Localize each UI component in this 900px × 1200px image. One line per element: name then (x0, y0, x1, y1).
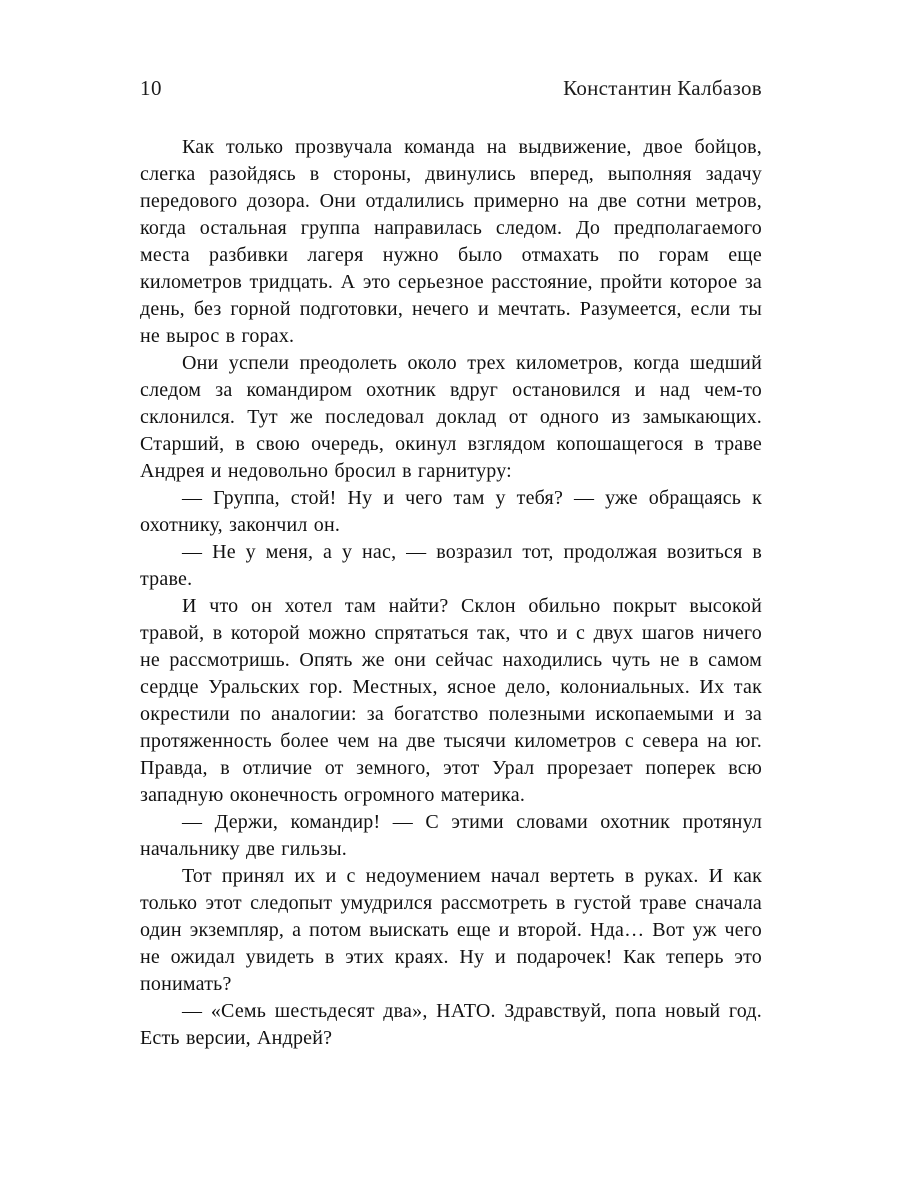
page-number: 10 (140, 76, 162, 100)
body-text (140, 134, 762, 1052)
paragraph: И что он хотел там найти? Склон обильно покрыт высокой травой, в которой можно спрятаться так, что и с двух шагов ничего не рассмотришь. Опять же они сейчас находились чуть не в самом сердце Уральских гор. Местных, ясное дело, колониальных. Их так окрестили по аналогии: за богатство полезными ископаемыми и за протяженность более чем на две тысячи километров с севера на юг. Правда, в отличие от земного, этот Урал прорезает поперек всю западную оконечность огромного материка. (140, 595, 762, 806)
paragraph: Тот принял их и с недоумением начал вертеть в руках. И как только этот следопыт умудрился рассмотреть в густой траве сначала один экземпляр, а потом выискать еще и второй. Нда… Вот уж чего не ожидал увидеть в этих краях. Ну и подарочек! Как теперь это понимать? (140, 865, 762, 995)
paragraph-dialogue: — Не у меня, а у нас, — возразил тот, продолжая возиться в траве. (140, 541, 762, 590)
running-head-author: Константин Калбазов (563, 76, 762, 100)
paragraph: Они успели преодолеть около трех километров, когда шедший следом за командиром охотник вдруг остановился и над чем-то склонился. Тут же последовал доклад от одного из замыкающих. Старший, в свою очередь, окинул взглядом копошащегося в траве Андрея и недовольно бросил в гарнитуру: (140, 352, 762, 482)
paragraph: Как только прозвучала команда на выдвижение, двое бойцов, слегка разойдясь в стороны, двинулись вперед, выполняя задачу передового дозора. Они отдалились примерно на две сотни метров, когда остальная группа направилась следом. До предполагаемого места разбивки лагеря нужно было отмахать по горам еще километров тридцать. А это серьезное расстояние, пройти которое за день, без горной подготовки, нечего и мечтать. Разумеется, если ты не вырос в горах. (140, 136, 762, 347)
paragraph-dialogue: — Держи, командир! — С этими словами охотник протянул начальнику две гильзы. (140, 811, 762, 860)
paragraph-dialogue: — «Семь шестьдесят два», НАТО. Здравствуй, попа новый год. Есть версии, Андрей? (140, 1000, 762, 1049)
running-header (140, 76, 762, 101)
paragraph-dialogue: — Группа, стой! Ну и чего там у тебя? — уже обращаясь к охотнику, закончил он. (140, 487, 762, 536)
